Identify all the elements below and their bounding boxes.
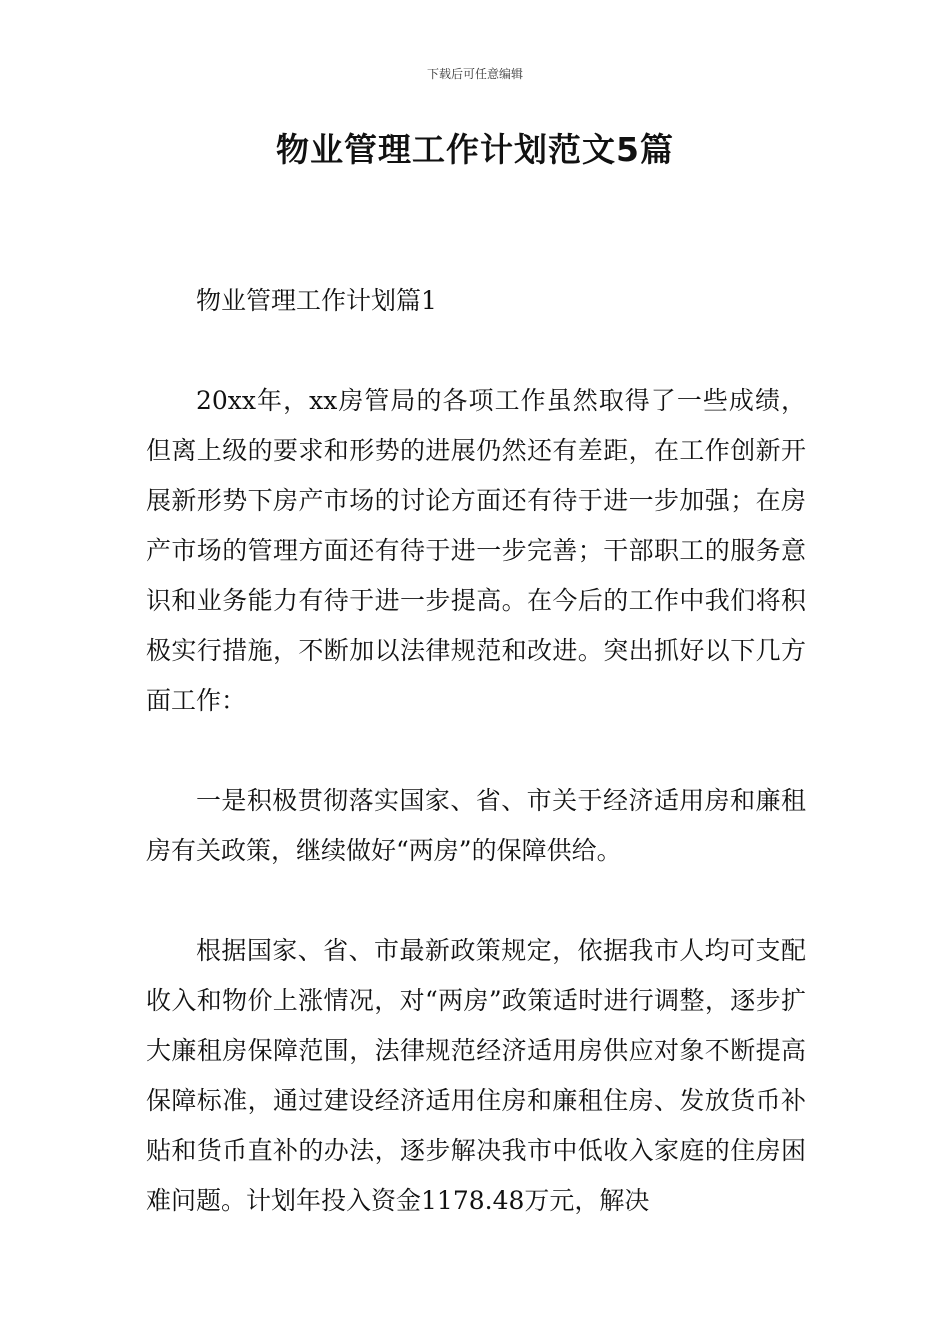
header-note: 下载后可任意编辑	[426, 67, 523, 81]
paragraph-2: 一是积极贯彻落实国家、省、市关于经济适用房和廉租房有关政策，继续做好“两房”的保障供给。	[146, 786, 806, 865]
paragraph-3: 根据国家、省、市最新政策规定，依据我市人均可支配收入和物价上涨情况，对“两房”政策适时进行调整，逐步扩大廉租房保障范围，法律规范经济适用房供应对象不断提高保障标准，通过建设经济适用住房和廉租住房、发放货币补贴和货币直补的办法，逐步解决我市中低收入家庭的住房困难问题。计划年投入资金1178.48万元，解决	[146, 936, 806, 1215]
section-heading: 物业管理工作计划篇1	[196, 286, 437, 315]
document-title: 物业管理工作计划范文5篇	[276, 130, 674, 169]
paragraph-1: 20xx年，xx房管局的各项工作虽然取得了一些成绩，但离上级的要求和形势的进展仍然还有差距，在工作创新开展新形势下房产市场的讨论方面还有待于进一步加强；在房产市场的管理方面还有待于进一步完善；干部职工的服务意识和业务能力有待于进一步提高。在今后的工作中我们将积极实行措施，不断加以法律规范和改进。突出抓好以下几方面工作：	[146, 386, 806, 715]
